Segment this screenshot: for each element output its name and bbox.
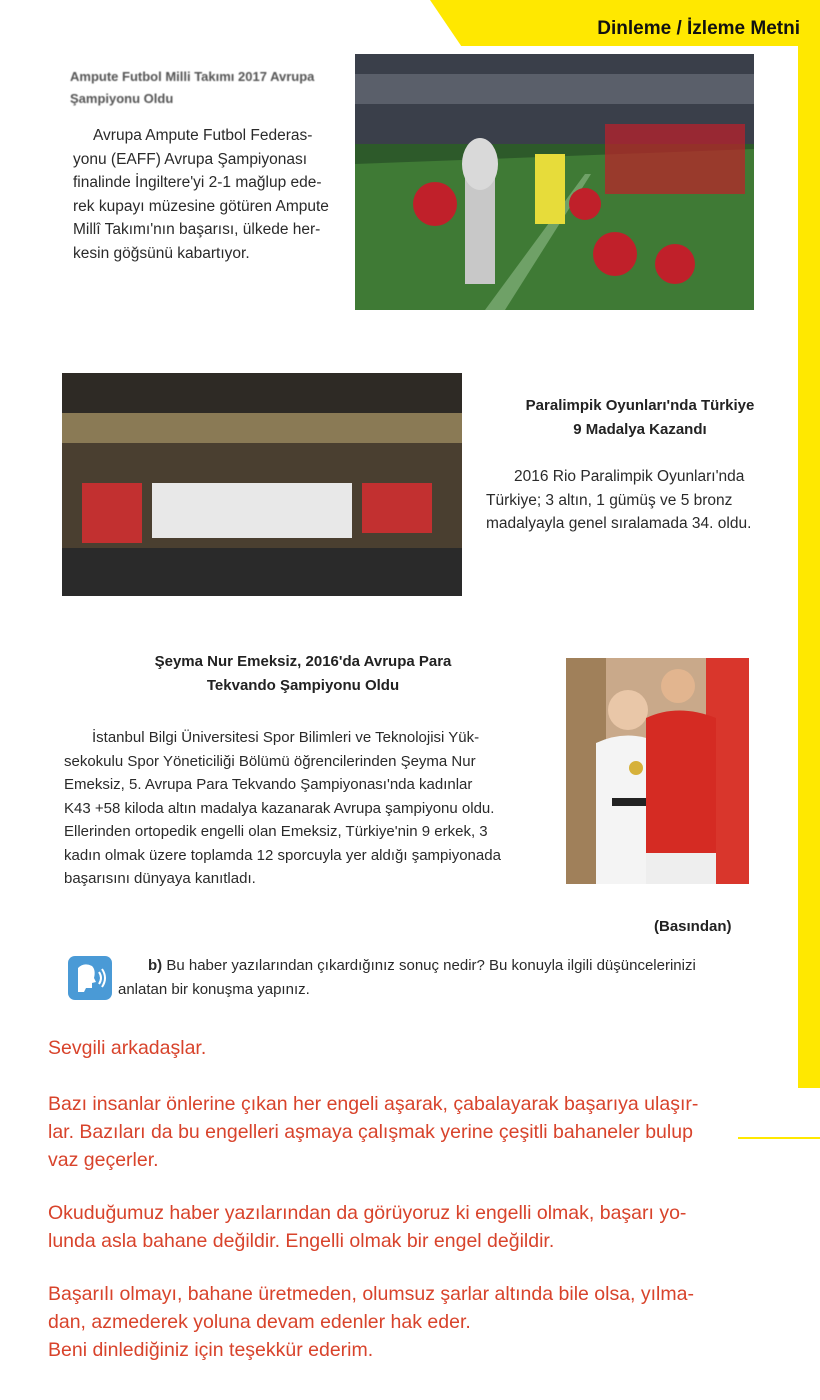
speech-line: lunda asla bahane değildir. Engelli olmak bir engel değildir.: [48, 1230, 555, 1252]
article1-line: Millî Takımı'nın başarısı, ülkede her-: [73, 221, 321, 238]
speech-greeting: Sevgili arkadaşlar.: [48, 1037, 207, 1059]
question-line2: anlatan bir konuşma yapınız.: [118, 981, 310, 998]
article3-body: [64, 726, 534, 891]
article3-line: Emeksiz, 5. Avrupa Para Tekvando Şampiyonası'nda kadınlar: [64, 776, 473, 793]
paralympic-team-photo: [62, 373, 462, 596]
article1-line: Avrupa Ampute Futbol Federas-: [93, 127, 313, 144]
article1-line: yonu (EAFF) Avrupa Şampiyonası: [73, 150, 308, 168]
taekwondo-champion-photo: [566, 658, 749, 884]
article3-headline-line2: Tekvando Şampiyonu Oldu: [206, 677, 400, 694]
article2-headline-line1: Paralimpik Oyunları'nda Türkiye: [525, 397, 755, 414]
article1-body: [73, 124, 335, 265]
speech-line: vaz geçerler.: [48, 1149, 159, 1171]
speech-text: [48, 1034, 768, 1364]
article3-line: Ellerinden ortopedik engelli olan Emeksiz, Türkiye'nin 9 erkek, 3: [64, 823, 488, 840]
speech-line: dan, azmederek yoluna devam edenler hak eder.: [48, 1311, 471, 1333]
article1-line: finalinde İngiltere'yi 2-1 mağlup ede-: [73, 174, 322, 191]
article3-line: kadın olmak üzere toplamda 12 sporcuyla yer aldığı şampiyonada: [64, 846, 501, 864]
article2-line: Türkiye; 3 altın, 1 gümüş ve 5 bronz: [486, 491, 733, 509]
question-line1: Bu haber yazılarından çıkardığınız sonuç nedir? Bu konuyla ilgili düşüncelerinizi: [166, 957, 696, 974]
article3-line: başarısını dünyaya kanıtladı.: [64, 870, 256, 887]
article3-headline: [100, 650, 506, 698]
speaking-icon: [68, 956, 112, 1000]
article1-headline: Ampute Futbol Milli Takımı 2017 Avrupa Şampiyonu Oldu: [70, 69, 315, 106]
article2-headline-line2: 9 Madalya Kazandı: [573, 421, 707, 438]
right-accent-bar: [798, 46, 820, 1088]
discussion-question: [118, 954, 758, 1002]
article3-line: sekokulu Spor Yöneticiliği Bölümü öğrencilerinden Şeyma Nur: [64, 752, 476, 770]
article1-line: kesin göğsünü kabartıyor.: [73, 244, 250, 262]
speech-line: lar. Bazıları da bu engelleri aşmaya çalışmak yerine çeşitli bahaneler bulup: [48, 1121, 693, 1143]
speech-line: Okuduğumuz haber yazılarından da görüyoruz ki engelli olmak, başarı yo-: [48, 1202, 687, 1224]
speech-line: Başarılı olmayı, bahane üretmeden, olumsuz şarlar altında bile olsa, yılma-: [48, 1283, 694, 1305]
football-team-photo: [355, 54, 754, 310]
article3-line: K43 +58 kiloda altın madalya kazanarak Avrupa şampiyonu oldu.: [64, 799, 495, 817]
article3-line: İstanbul Bilgi Üniversitesi Spor Bilimleri ve Teknolojisi Yük-: [92, 729, 480, 746]
question-label: b): [148, 957, 163, 974]
article2-body: [486, 465, 768, 536]
article3-headline-line1: Şeyma Nur Emeksiz, 2016'da Avrupa Para: [154, 653, 452, 670]
source-note: (Basından): [654, 918, 732, 935]
article2-line: madalyayla genel sıralamada 34. oldu.: [486, 515, 752, 532]
speech-line: Bazı insanlar önlerine çıkan her engeli aşarak, çabalayarak başarıya ulaşır-: [48, 1093, 699, 1115]
speech-line: Beni dinlediğiniz için teşekkür ederim.: [48, 1339, 374, 1361]
page-section-title: Dinleme / İzleme Metni: [597, 18, 800, 39]
article2-line: 2016 Rio Paralimpik Oyunları'nda: [514, 468, 745, 485]
article2-headline: [480, 394, 800, 442]
article1-line: rek kupayı müzesine götüren Ampute: [73, 197, 329, 215]
